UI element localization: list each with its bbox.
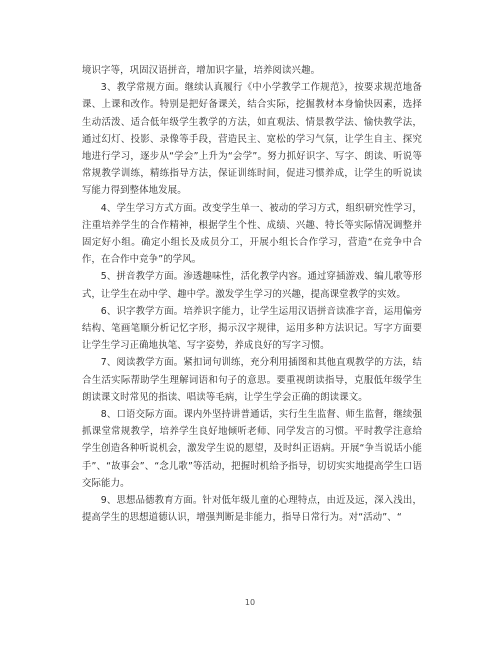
paragraph-moral-education: 9、思想品德教育方面。针对低年级儿童的心理特点，由近及远，深入浅出，提高学生的思想道德认识，增强判断是非能力，指导日常行为。对“活动”、“	[82, 495, 422, 524]
paragraph-continuation: 境识字等，巩固汉语拼音，增加识字量，培养阅读兴趣。	[82, 65, 321, 76]
page-number: 10	[244, 598, 256, 607]
paragraph-learning-style: 4、学生学习方式方面。改变学生单一、被动的学习方式，组织研究性学习，注重培养学生的合作精神，根据学生个性、成绩、兴趣、特长等实际情况调整并固定好小组。确定小组长及成员分工，开展小组长合作学习，营造“在竞争中合作，在合作中竞争”的学风。	[82, 202, 422, 266]
paragraph-pinyin-teaching: 5、拼音教学方面。渗透趣味性，活化教学内容。通过穿插游戏、编儿歌等形式，让学生在动中学、趣中学。激发学生学习的兴趣，提高课堂教学的实效。	[82, 271, 422, 300]
paragraph-teaching-routine: 3、教学常规方面。继续认真履行《中小学教学工作规范》，按要求规范地备课、上课和改作。特别是把好备课关，结合实际，挖掘教材本身愉快因素，选择生动活泼、适合低年级学生教学的方法，如直观法、情景教学法、愉快教学法，通过幻灯、投影、录像等手段，营造民主、宽松的学习气氛，让学生自主、探究地进行学习，逐步从“学会”上升为“会学”。努力抓好识字、写字、朗读、听说等常规教学训练，精练指导方法，保证训练时间，促进习惯养成，让学生的听说读写能力得到整体地发展。	[82, 82, 422, 197]
paragraph-reading-teaching: 7、阅读教学方面。紧扣词句训练，充分利用插图和其他直观教学的方法，结合生活实际帮助学生理解词语和句子的意思。要重视朗读指导，克服低年级学生朗读课文时常见的指读、唱读等毛病，让学生学会正确的朗读课文。	[82, 357, 422, 403]
document-body	[82, 62, 422, 526]
paragraph-literacy-teaching: 6、识字教学方面。培养识字能力，让学生运用汉语拼音读准字音，运用偏旁结构、笔画笔顺分析记忆字形，揭示汉字规律，运用多种方法识记。写字方面要让学生学习正确地执笔、写字姿势，养成良好的写字习惯。	[82, 305, 422, 352]
paragraph-oral-communication: 8、口语交际方面。课内外坚持讲普通话，实行生生监督、师生监督，继续强抓课堂常规教学，培养学生良好地倾听老师、同学发言的习惯。平时教学注意给学生创造各种听说机会，激发学生说的愿望，及时纠正语病。开展“争当说话小能手”、“故事会”、“念儿歌”等活动，把握时机给予指导，切切实实地提高学生口语交际能力。	[82, 409, 422, 489]
